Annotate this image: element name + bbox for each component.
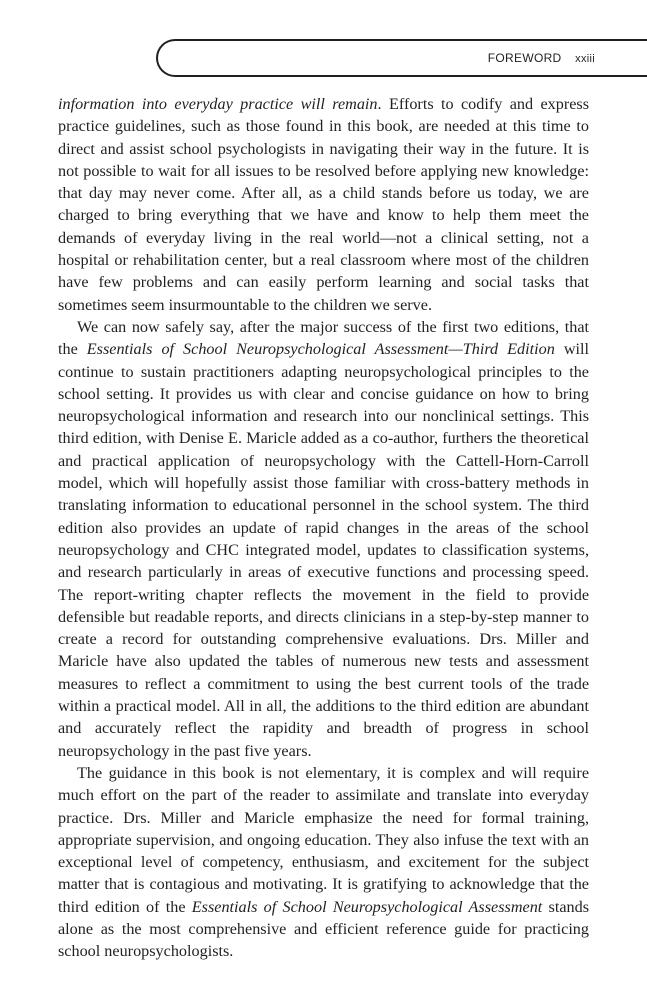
paragraph-2-text-end: will continue to sustain practitioners adapting neuropsychological principles to the school setting. It provides us with clear and concise guidance on how to bring neuropsychological information and research into our nonclinical settings. This third edition, with Denise E. Maricle added as a co-author, furthers the theoretical and practical application of neuropsychology with the Cattell-Horn-Carroll model, which will hopefully assist those familiar with cross-battery methods in translating information to educational personnel in the school system. The third edition also provides an update of rapid changes in the areas of the school neuropsychology and CHC integrated model, updates to classification systems, and research particularly in areas of executive functions and processing speed. The report-writing chapter reflects the movement in the field to provide defensible but readable reports, and directs clinicians in a step-by-step manner to create a record for outstanding comprehensive evaluations. Drs. Miller and Maricle have also updated the tables of numerous new tests and assessment measures to reflect a commitment to using the best current tools of the trade within a practical model. All in all, the additions to the third edition are abundant and accurately reflect the rapidity and breadth of progress in school neuropsychology in the past five years. bbox=[58, 340, 590, 760]
header-section-title: FOREWORD bbox=[487, 51, 562, 65]
paragraph-3-text-end: stands alone as the most comprehensive and efficient reference guide for practicing school neuropsychologists. bbox=[58, 897, 589, 961]
paragraph-1 bbox=[58, 93, 589, 316]
paragraph-3 bbox=[58, 762, 589, 963]
paragraph-2-book-title: Essentials of School Neuropsychological Assessment—Third Edition bbox=[86, 340, 555, 359]
running-header bbox=[488, 51, 595, 65]
paragraph-3-text-start: The guidance in this book is not elementary, it is complex and will require much effort on the part of the reader to assimilate and translate into everyday practice. Drs. Miller and Maricle emphasize the need for formal training, appropriate supervision, and ongoing education. They also infuse the text with an exceptional level of competency, enthusiasm, and excitement for the subject matter that is contagious and motivating. It is gratifying to acknowledge that the third edition of the bbox=[58, 763, 589, 916]
paragraph-3-book-title: Essentials of School Neuropsychological Assessment bbox=[191, 897, 543, 916]
body-text bbox=[58, 93, 589, 963]
paragraph-1-italic-lead: information into everyday practice will remain bbox=[58, 95, 378, 113]
paragraph-1-text: . Efforts to codify and express practice guidelines, such as those found in this book, are needed at this time to direct and assist school psychologists in navigating their way in the future. It is not possible to wait for all issues to be resolved before applying new knowledge: that day may never come. After all, as a child stands before us today, we are charged to bring everything that we have and know to help them meet the demands of everyday living in the real world—not a clinical setting, not a hospital or rehabilitation center, but a real classroom where most of the children have few problems and can easily perform learning and social tasks that sometimes seem insurmountable to the children we serve. bbox=[58, 95, 589, 314]
page-number: xxiii bbox=[575, 53, 595, 65]
paragraph-2-text-start: We can now safely say, after the major success of the first two editions, that the bbox=[58, 317, 589, 359]
paragraph-2 bbox=[58, 316, 589, 762]
